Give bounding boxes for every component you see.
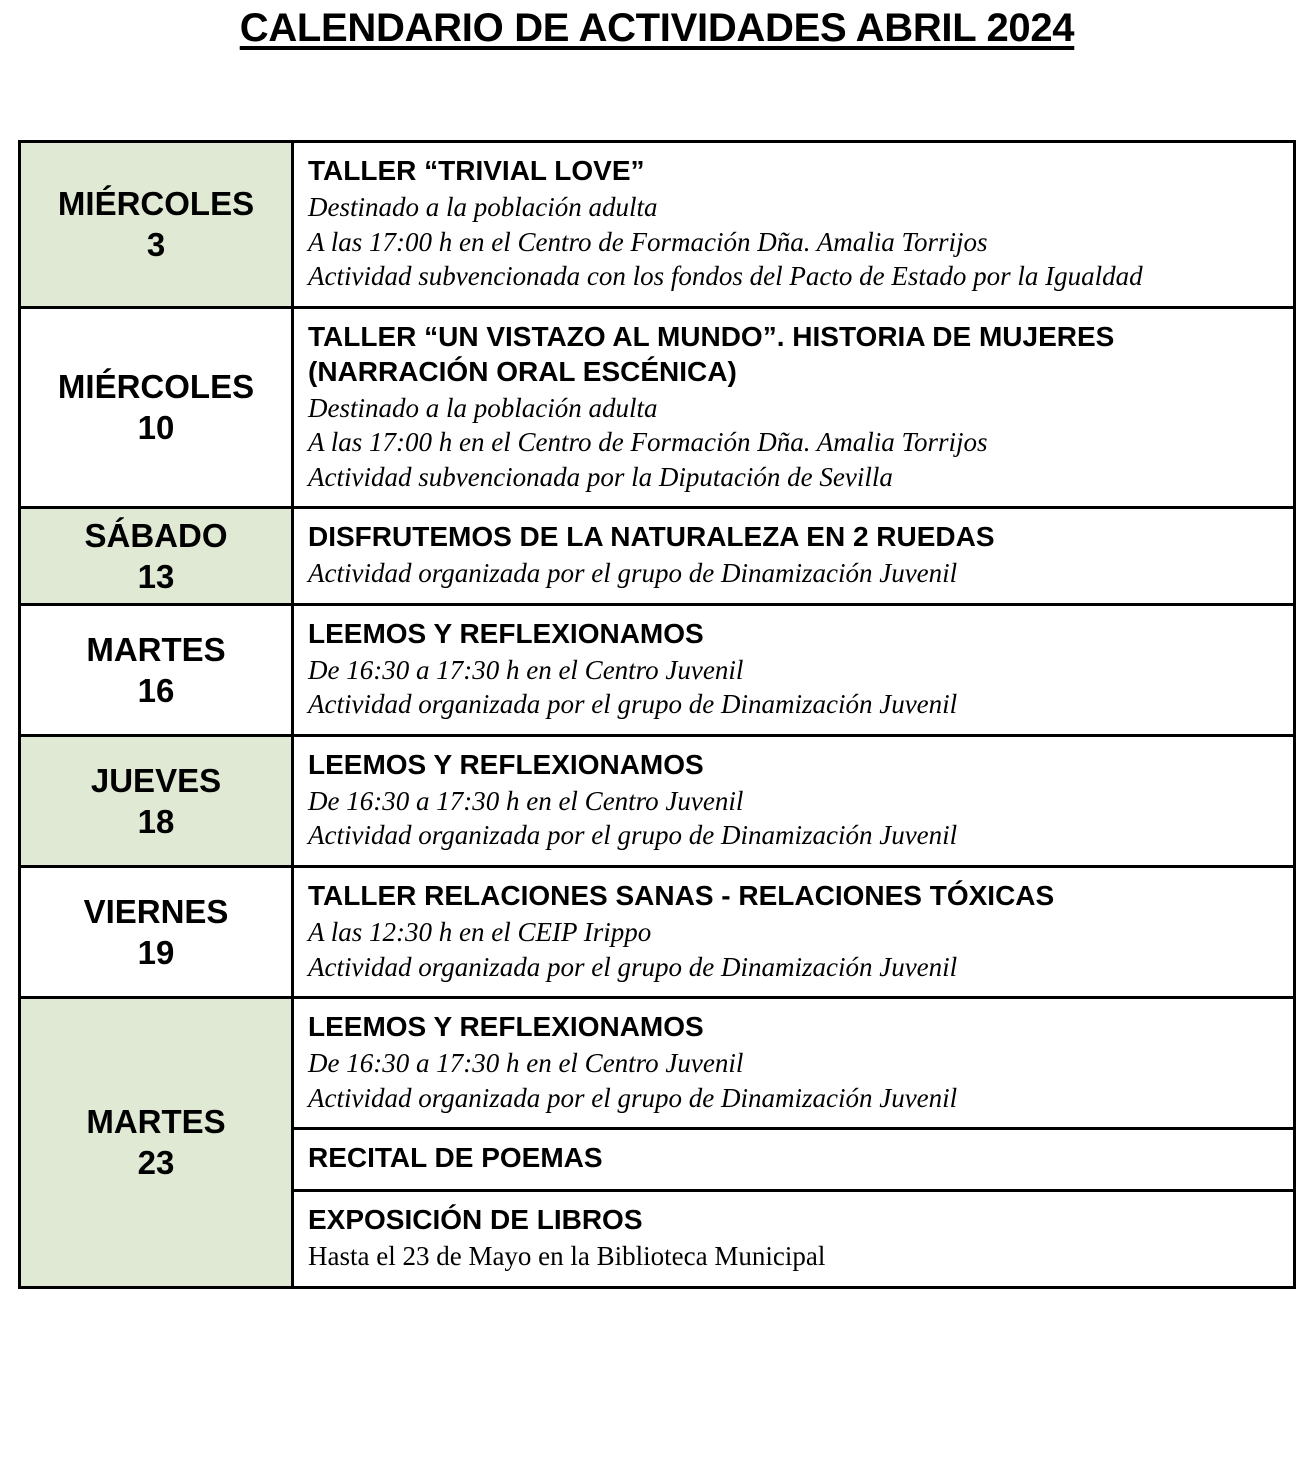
event-detail-line: Destinado a la población adulta: [308, 392, 658, 423]
events-cell: [293, 867, 1295, 998]
day-number: 3: [146, 226, 166, 264]
event-title: TALLER “UN VISTAZO AL MUNDO”. HISTORIA DE MUJERES (NARRACIÓN ORAL ESCÉNICA): [308, 320, 1115, 387]
day-cell: [20, 604, 293, 735]
events-cell: [293, 998, 1295, 1288]
event-detail-line: A las 17:00 h en el Centro de Formación Dña. Amalia Torrijos: [308, 226, 988, 257]
table-row: [20, 998, 1295, 1288]
event-detail-line: Actividad organizada por el grupo de Dinamización Juvenil: [308, 1082, 958, 1113]
calendar-table-wrapper: [18, 140, 1296, 1289]
event-title: RECITAL DE POEMAS: [308, 1142, 603, 1174]
day-cell: [20, 735, 293, 866]
event-entry: [294, 143, 1293, 306]
events-cell: [293, 604, 1295, 735]
event-detail-line: Actividad organizada por el grupo de Dinamización Juvenil: [308, 558, 958, 589]
event-detail-line: Destinado a la población adulta: [308, 192, 658, 222]
day-cell: [20, 867, 293, 998]
day-name: MARTES: [86, 1103, 226, 1141]
day-number: 18: [137, 802, 175, 840]
event-title: LEEMOS Y REFLEXIONAMOS: [308, 617, 704, 649]
event-title: TALLER “TRIVIAL LOVE”: [308, 155, 645, 186]
event-detail-line: Actividad organizada por el grupo de Dinamización Juvenil: [308, 689, 958, 720]
event-detail-line: A las 17:00 h en el Centro de Formación Dña. Amalia Torrijos: [308, 427, 988, 458]
event-title: EXPOSICIÓN DE LIBROS: [308, 1204, 643, 1236]
day-number: 16: [137, 671, 175, 709]
day-cell: [20, 307, 293, 508]
events-cell: [293, 735, 1295, 866]
event-entry: [294, 999, 1293, 1127]
events-cell: [293, 307, 1295, 508]
event-entry: [294, 868, 1293, 996]
day-number: 10: [137, 409, 175, 447]
events-cell: [293, 508, 1295, 605]
event-title: LEEMOS Y REFLEXIONAMOS: [308, 1011, 704, 1043]
event-detail-line: De 16:30 a 17:30 h en el Centro Juvenil: [308, 654, 744, 685]
day-name: JUEVES: [90, 761, 222, 799]
day-cell: [20, 998, 293, 1288]
event-detail-line: Actividad subvencionada por la Diputación de Sevilla: [308, 461, 893, 492]
event-title: LEEMOS Y REFLEXIONAMOS: [308, 748, 704, 780]
event-detail-line: Actividad subvencionada con los fondos del Pacto de Estado por la Igualdad: [308, 261, 1143, 292]
day-name: MIÉRCOLES: [57, 368, 255, 406]
day-number: 23: [137, 1144, 175, 1182]
day-name: MIÉRCOLES: [57, 185, 255, 223]
event-entry: [294, 737, 1293, 865]
activities-calendar-table: [18, 140, 1296, 1289]
table-row: [20, 735, 1295, 866]
event-title: TALLER RELACIONES SANAS - RELACIONES TÓXICAS: [308, 880, 1055, 912]
event-detail-line: Actividad organizada por el grupo de Dinamización Juvenil: [308, 951, 958, 982]
day-number: 19: [137, 934, 175, 972]
day-cell: [20, 508, 293, 605]
event-entry: [294, 1127, 1293, 1189]
event-entry: [294, 606, 1293, 734]
table-row: [20, 307, 1295, 508]
event-detail-line: De 16:30 a 17:30 h en el Centro Juvenil: [308, 785, 744, 816]
day-cell: [20, 142, 293, 308]
day-name: SÁBADO: [84, 516, 228, 554]
event-detail-line: Hasta el 23 de Mayo en la Biblioteca Municipal: [308, 1241, 826, 1272]
table-row: [20, 604, 1295, 735]
calendar-body: [20, 142, 1295, 1288]
table-row: [20, 508, 1295, 605]
day-name: VIERNES: [83, 892, 229, 930]
table-row: [20, 142, 1295, 308]
event-entry: [294, 509, 1293, 603]
event-detail-line: De 16:30 a 17:30 h en el Centro Juvenil: [308, 1048, 744, 1079]
events-cell: [293, 142, 1295, 308]
event-entry: [294, 309, 1293, 507]
day-name: MARTES: [86, 630, 226, 668]
event-title: DISFRUTEMOS DE LA NATURALEZA EN 2 RUEDAS: [308, 521, 995, 553]
event-detail-line: Actividad organizada por el grupo de Dinamización Juvenil: [308, 820, 958, 851]
event-entry: [294, 1189, 1293, 1286]
table-row: [20, 867, 1295, 998]
page-title: CALENDARIO DE ACTIVIDADES ABRIL 2024: [239, 6, 1075, 50]
event-detail-line: A las 12:30 h en el CEIP Irippo: [308, 917, 652, 948]
document-page: [0, 6, 1314, 1289]
day-number: 13: [137, 558, 175, 596]
